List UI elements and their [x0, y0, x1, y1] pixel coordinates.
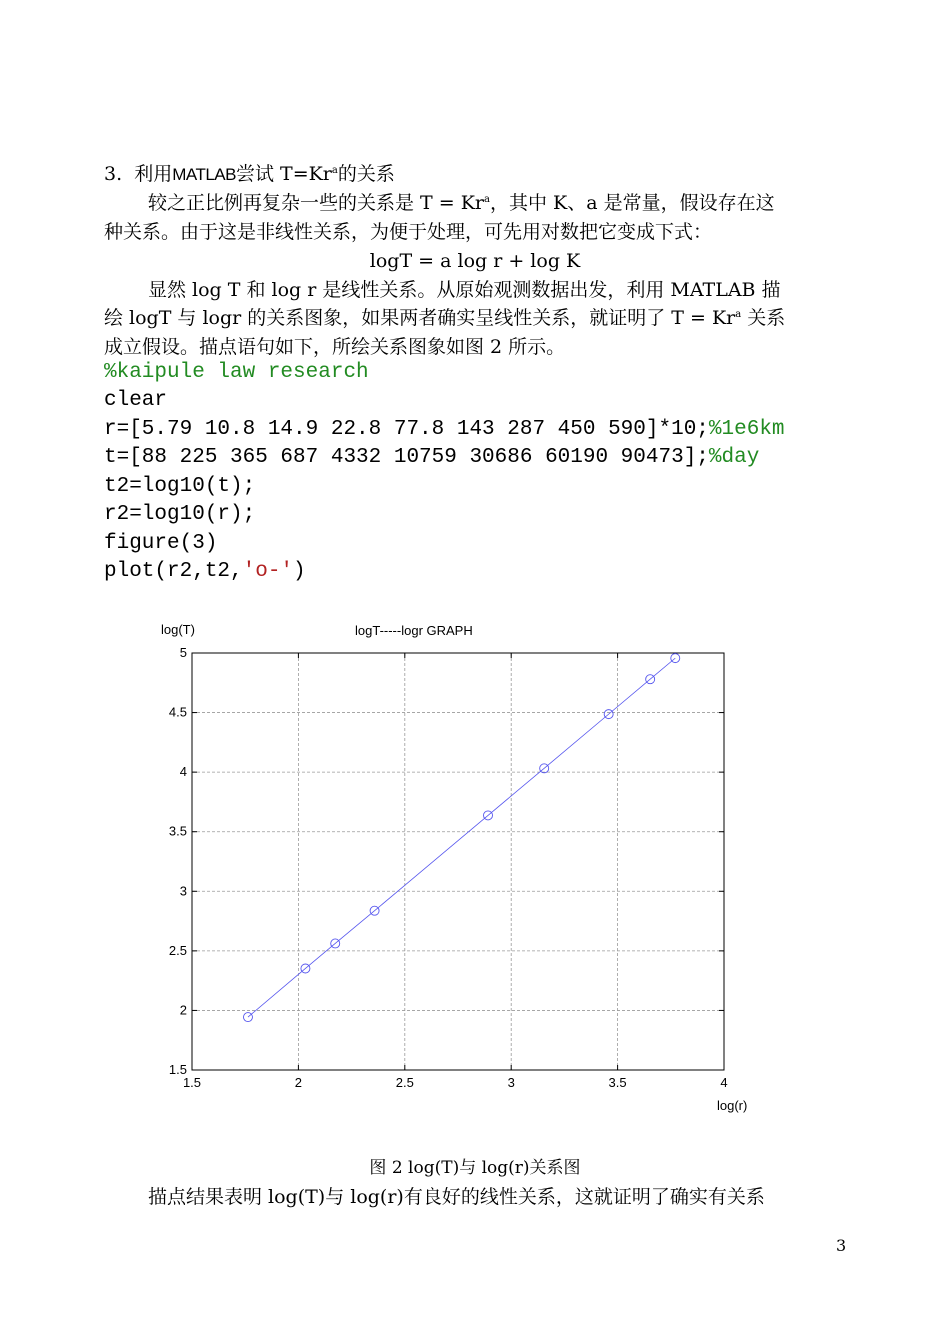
x-tick-label: 1.5 — [182, 1075, 202, 1090]
formula: logT = a log r + log K — [369, 250, 581, 272]
x-tick-label: 3 — [507, 1075, 515, 1090]
heading-suffix: 的关系 — [337, 163, 395, 185]
series-line — [248, 658, 675, 1017]
code-line-7: figure(3) — [104, 532, 218, 555]
code-line-8 — [104, 561, 306, 582]
p1-line1-text-a: 较之正比例再复杂一些的关系是 T = Kr — [148, 192, 484, 214]
y-tick-label: 4 — [179, 764, 187, 780]
p2-line2-sup: a — [735, 309, 742, 320]
y-tick-label: 2 — [179, 1002, 187, 1018]
paragraph1-line2: 种关系。由于这是非线性关系，为便于处理，可先用对数把它变成下式： — [104, 221, 713, 243]
code-line-8-string: 'o-' — [242, 560, 294, 583]
x-tick-label: 4 — [720, 1075, 728, 1090]
x-tick-label: 3.5 — [608, 1075, 627, 1090]
code-line-8-b: ) — [293, 560, 306, 583]
paragraph2-line3: 成立假设。描点语句如下，所绘关系图象如图 2 所示。 — [104, 336, 566, 358]
paragraph3: 描点结果表明 log(T)与 log(r)有良好的线性关系，这就证明了确实有关系 — [148, 1186, 765, 1208]
y-tick-label: 5 — [179, 645, 187, 660]
page-number: 3 — [836, 1236, 847, 1255]
x-tick-label: 2.5 — [395, 1075, 414, 1090]
loglog-chart — [150, 618, 770, 1118]
code-line-6: r2=log10(r); — [104, 503, 256, 526]
y-tick-label: 3.5 — [168, 823, 187, 839]
heading-sup: a — [331, 165, 338, 176]
x-tick-label: 2 — [294, 1075, 303, 1090]
x-axis-label: log(r) — [717, 1098, 748, 1113]
ticks-layer — [169, 645, 728, 1090]
paragraph2-line2 — [104, 309, 785, 328]
y-axis-label: log(T) — [161, 622, 195, 637]
y-tick-label: 1.5 — [168, 1062, 187, 1077]
code-line-5: t2=log10(t); — [104, 475, 256, 498]
series-layer — [243, 654, 679, 1022]
figure-caption: 图 2 log(T)与 log(r)关系图 — [369, 1158, 581, 1178]
code-line-3 — [104, 419, 785, 440]
code-line-3-comment: %1e6km — [708, 418, 785, 441]
paragraph1-line1 — [148, 194, 846, 213]
plot-frame — [192, 653, 724, 1070]
code-line-4 — [104, 447, 759, 468]
p2-line2-text-a: 绘 logT 与 logr 的关系图象，如果两者确实呈线性关系，就证明了 T = Kr — [104, 307, 736, 329]
y-tick-label: 3 — [179, 883, 187, 899]
code-line-4-comment: %day — [708, 446, 760, 469]
y-tick-label: 4.5 — [168, 704, 187, 720]
chart-title: logT-----logr GRAPH — [355, 623, 473, 638]
code-line-2: clear — [104, 389, 168, 412]
code-line-3-code: r=[5.79 10.8 14.9 22.8 77.8 143 287 450 590]*10; — [104, 418, 709, 441]
grid-layer — [192, 653, 724, 1070]
heading-matlab: MATLAB — [172, 165, 236, 184]
code-line-8-a: plot(r2,t2, — [104, 560, 243, 583]
p2-line2-text-b: 关系 — [741, 307, 786, 329]
heading-prefix: 3. 利用 — [104, 163, 173, 185]
p1-line1-sup: a — [484, 194, 490, 205]
p1-line1-text-b: ，其中 K、a 是常量，假设存在这 — [489, 192, 775, 214]
code-line-4-code: t=[88 225 365 687 4332 10759 30686 60190 90473]; — [104, 446, 709, 469]
paragraph2-line1: 显然 log T 和 log r 是线性关系。从原始观测数据出发，利用 MATLAB 描 — [148, 279, 781, 301]
y-tick-label: 2.5 — [168, 942, 187, 958]
code-line-1: %kaipule law research — [104, 361, 369, 384]
section-heading — [104, 165, 395, 184]
heading-middle: 尝试 T=Kr — [235, 163, 332, 185]
